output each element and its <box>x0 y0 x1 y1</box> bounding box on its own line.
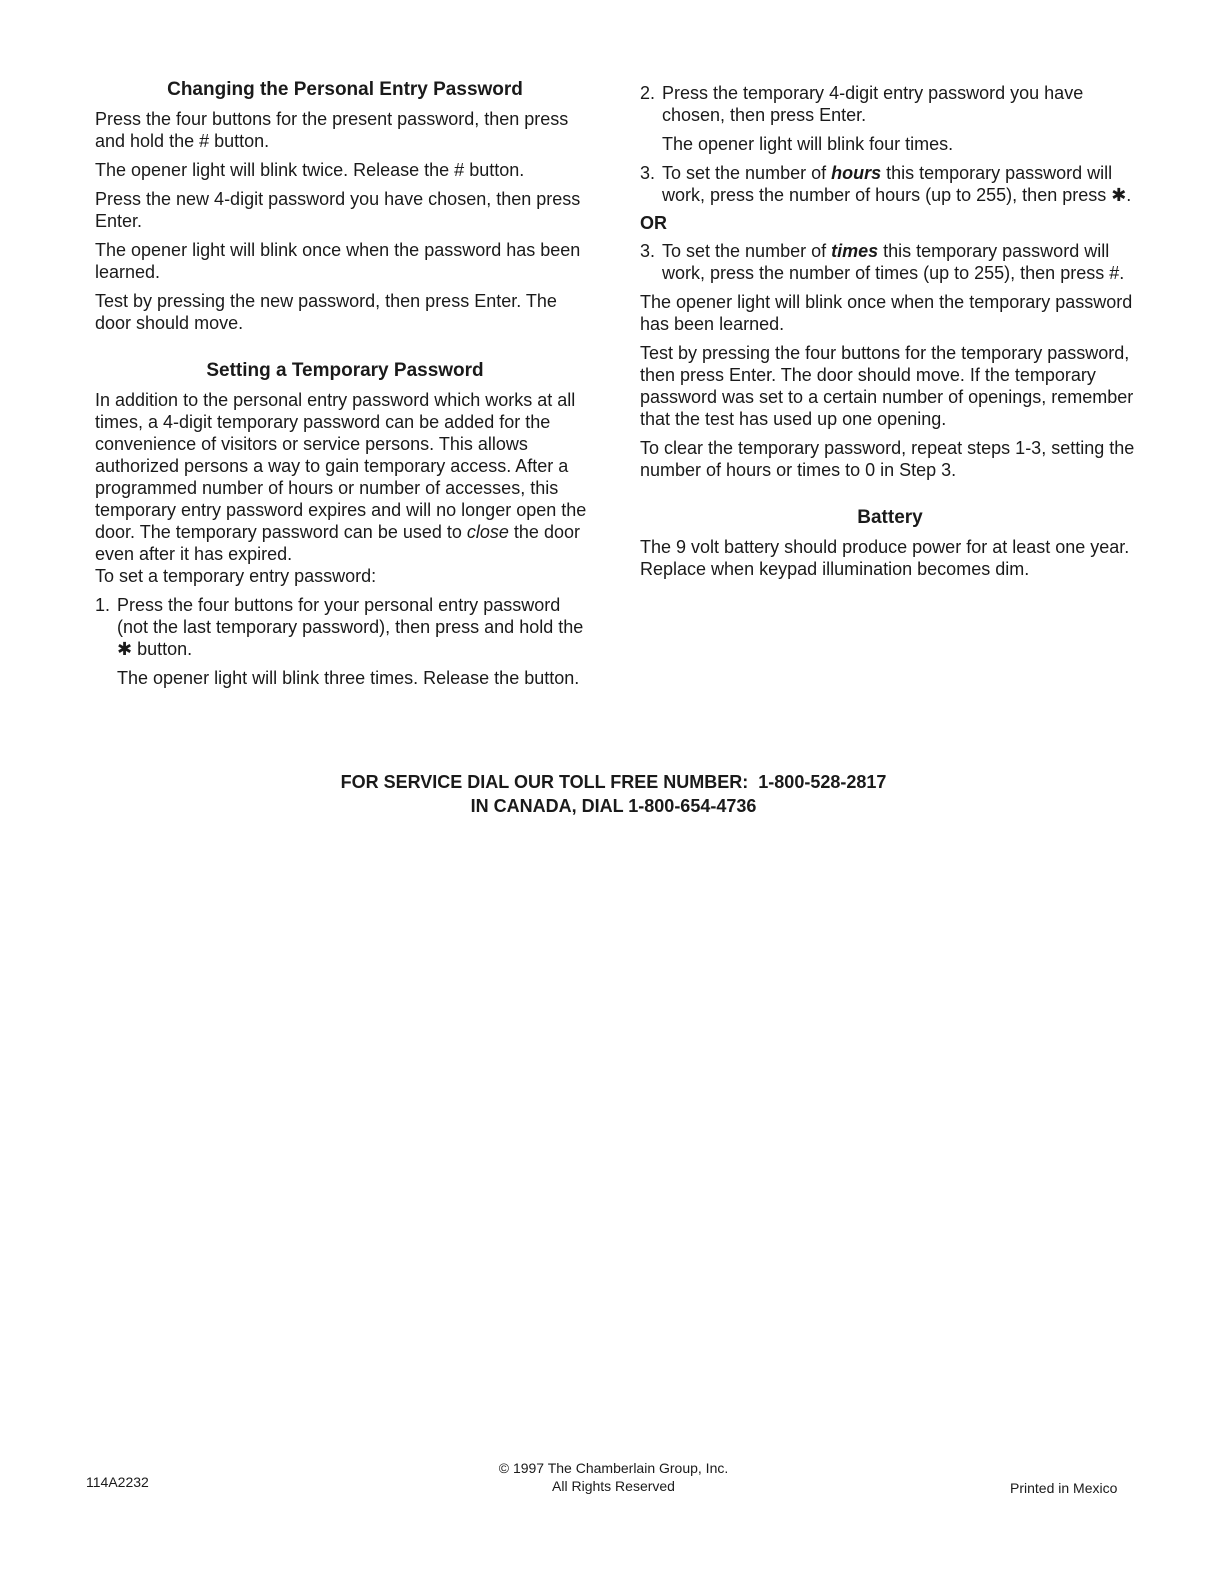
step-text: To set the number of times this temporary password will work, press the number of times (up to 255), then press #. <box>662 241 1125 283</box>
step-2 <box>640 82 1140 126</box>
paragraph: Press the new 4-digit password you have chosen, then press Enter. <box>95 189 581 231</box>
printed-in: Printed in Mexico <box>1010 1480 1118 1496</box>
right-column <box>640 82 1140 587</box>
paragraph: The opener light will blink once when the password has been learned. <box>95 240 581 282</box>
paragraph: To set a temporary entry password: <box>95 566 377 586</box>
heading-changing-password: Changing the Personal Entry Password <box>167 79 523 100</box>
step-note: The opener light will blink three times. Release the button. <box>117 668 580 688</box>
paragraph: The 9 volt battery should produce power for at least one year. Replace when keypad illumination becomes dim. <box>640 537 1130 579</box>
service-line-canada: IN CANADA, DIAL 1-800-654-4736 <box>470 796 757 816</box>
step-text: Press the four buttons for your personal entry password (not the last temporary password), then press and hold the ✱ button. <box>117 595 584 659</box>
step-3-times <box>640 240 1140 284</box>
step-text: To set the number of hours this temporary password will work, press the number of hours (up to 255), then press ✱. <box>662 163 1132 205</box>
service-line-us: FOR SERVICE DIAL OUR TOLL FREE NUMBER: 1-800-528-2817 <box>340 772 887 792</box>
copyright: © 1997 The Chamberlain Group, Inc. <box>498 1460 729 1476</box>
service-contact <box>0 770 1227 818</box>
step-text: Press the temporary 4-digit entry password you have chosen, then press Enter. <box>662 83 1084 125</box>
step-number: 1. <box>95 595 111 615</box>
step-number: 3. <box>640 163 656 183</box>
heading-temporary-password: Setting a Temporary Password <box>206 360 484 381</box>
emphasis-close: close <box>466 522 509 542</box>
left-column <box>95 78 595 696</box>
step-1 <box>95 594 595 660</box>
paragraph: The opener light will blink twice. Release the # button. <box>95 160 525 180</box>
step-note: The opener light will blink four times. <box>662 134 954 154</box>
emphasis-hours: hours <box>831 163 882 183</box>
emphasis-times: times <box>831 241 879 261</box>
paragraph: Test by pressing the four buttons for the temporary password, then press Enter. The door should move. If the temporary password was set to a certain number of openings, remember that the test has used up one opening. <box>640 343 1134 429</box>
or-label: OR <box>640 213 667 233</box>
step-3-hours <box>640 162 1140 206</box>
rights-reserved: All Rights Reserved <box>552 1478 675 1494</box>
paragraph: To clear the temporary password, repeat steps 1-3, setting the number of hours or times to 0 in Step 3. <box>640 438 1135 480</box>
paragraph: Test by pressing the new password, then press Enter. The door should move. <box>95 291 557 333</box>
step-number: 3. <box>640 241 656 261</box>
paragraph: Press the four buttons for the present password, then press and hold the # button. <box>95 109 569 151</box>
part-number: 114A2232 <box>86 1474 149 1490</box>
step-number: 2. <box>640 83 656 103</box>
paragraph: The opener light will blink once when the temporary password has been learned. <box>640 292 1133 334</box>
heading-battery: Battery <box>857 507 923 528</box>
paragraph-intro: In addition to the personal entry password which works at all times, a 4-digit temporary password can be added for the convenience of visitors or service persons. This allows authorized persons a way to gain temporary access. After a programmed number of hours or number of accesses, this temporary entry password expires and will no longer open the door. The temporary password can be used to close the door even after it has expired. <box>95 390 587 564</box>
